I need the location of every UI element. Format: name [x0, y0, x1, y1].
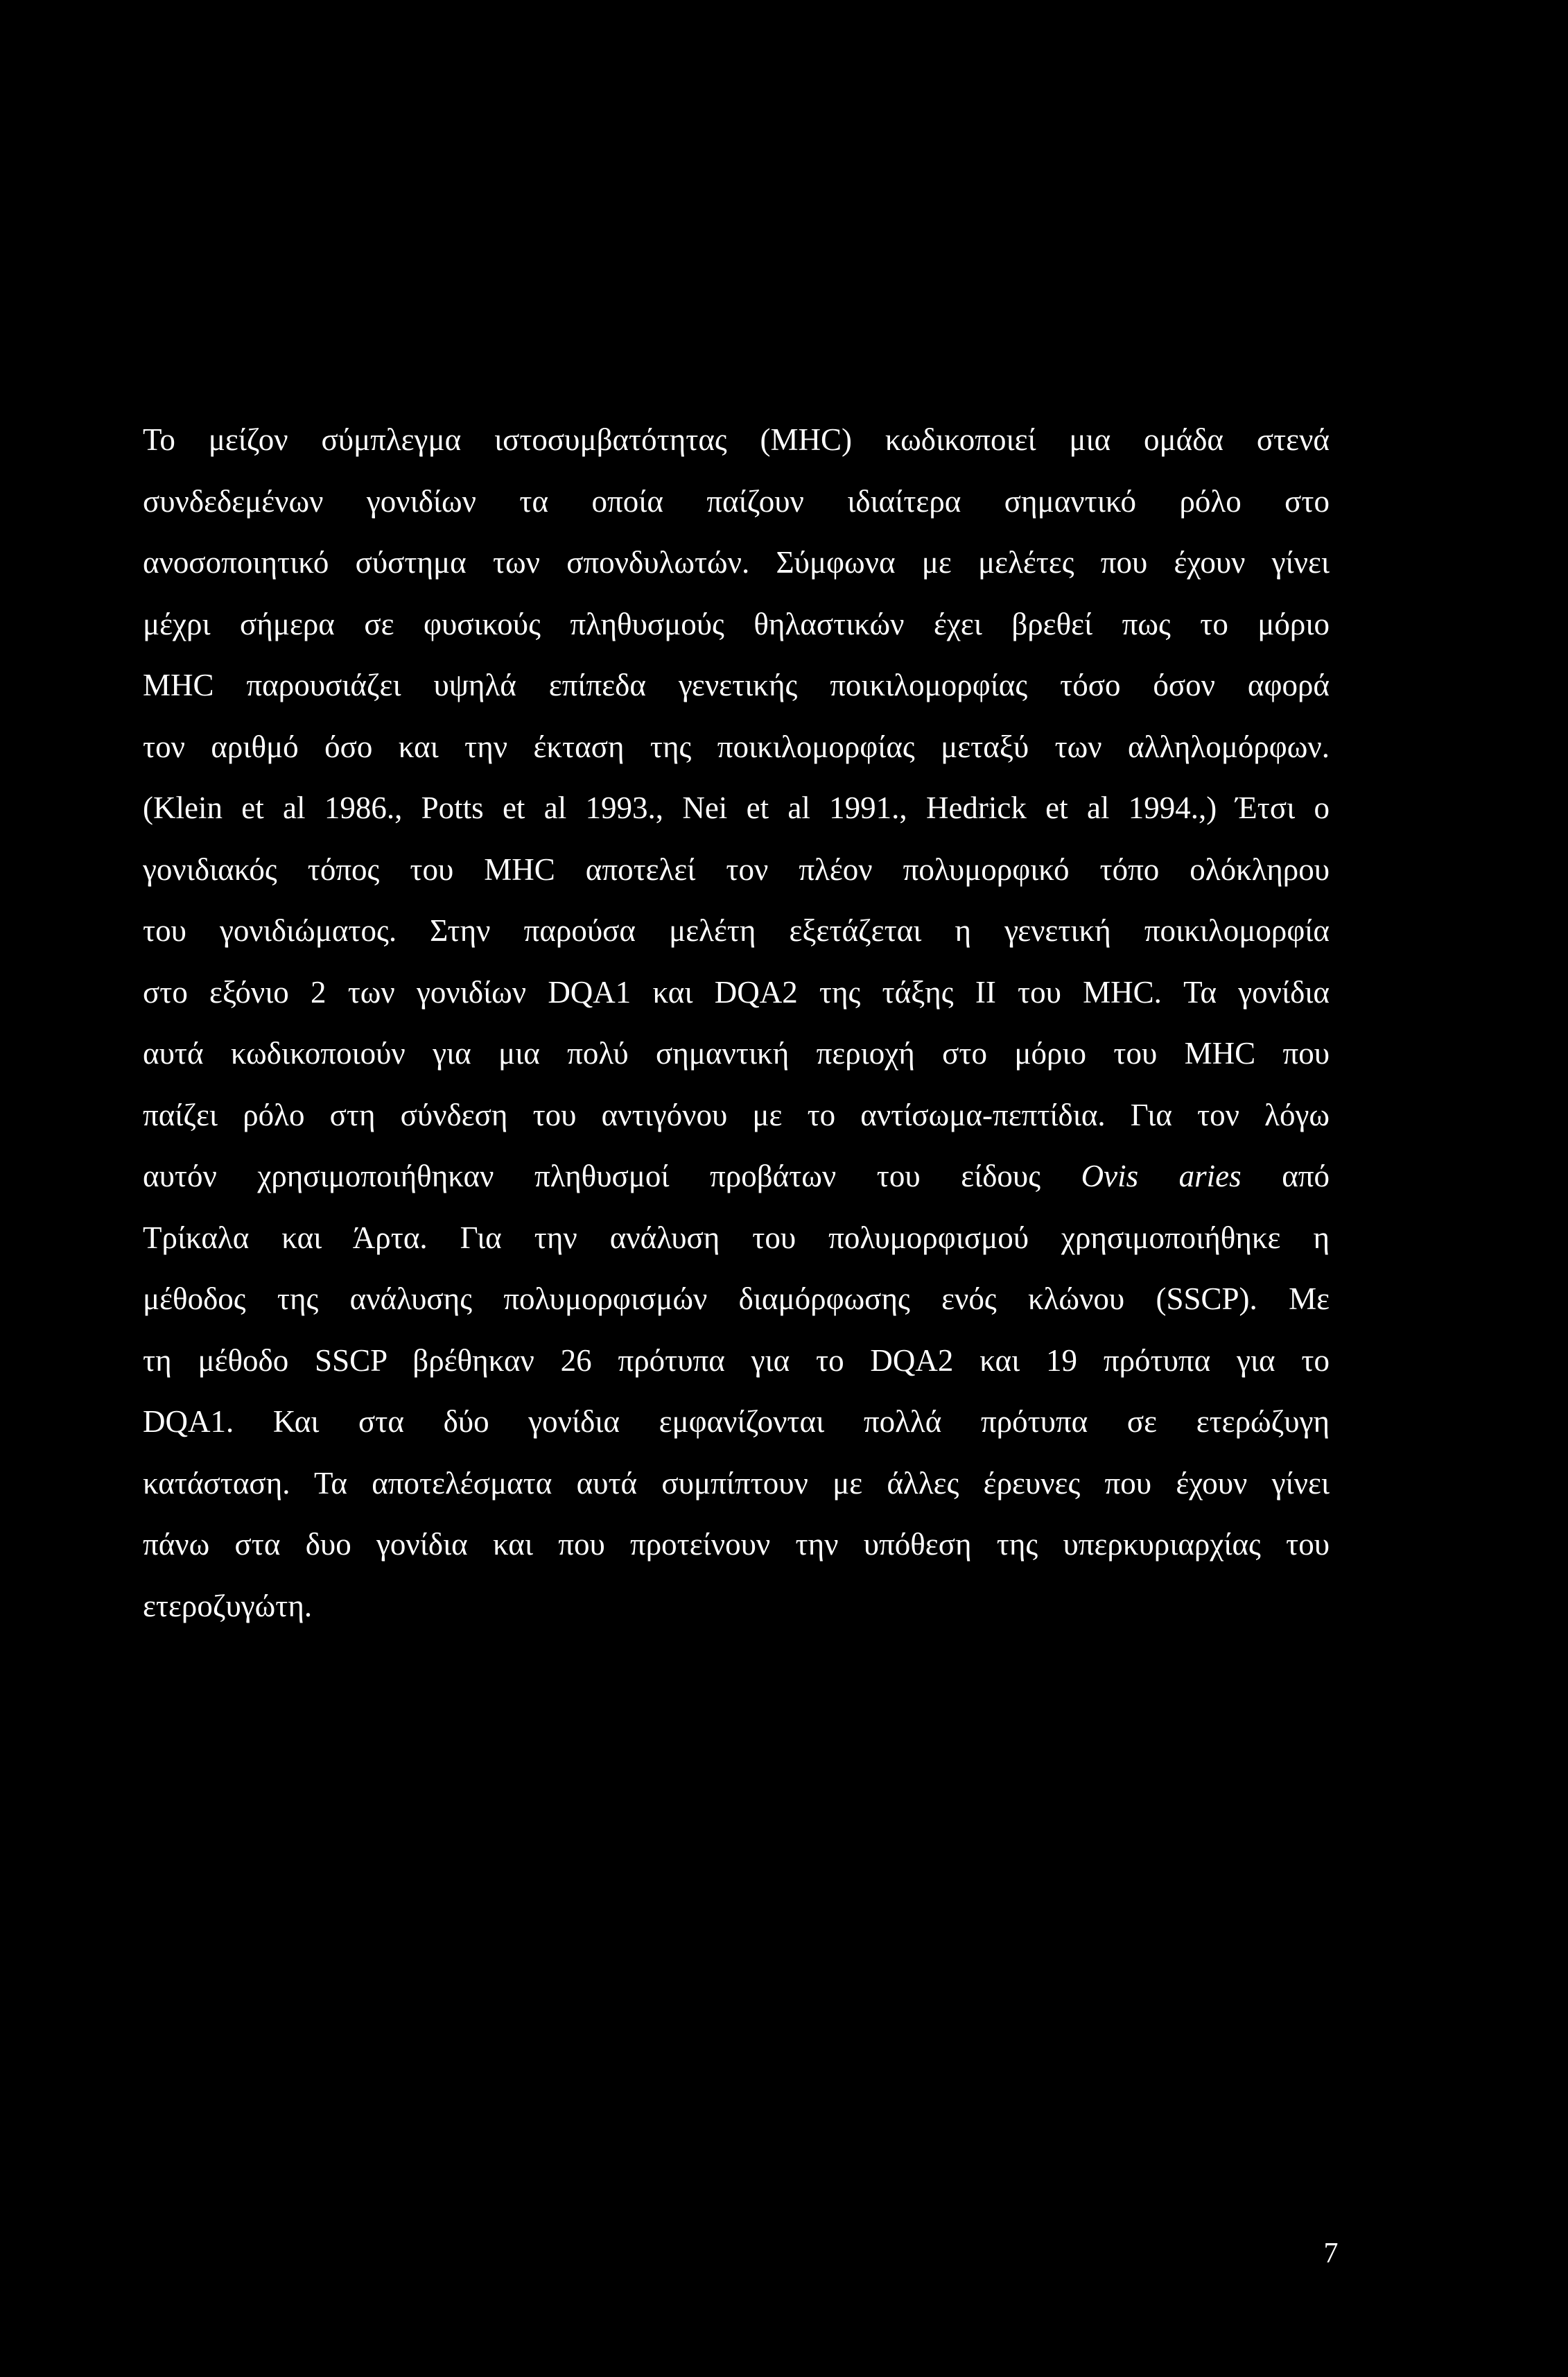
text-line: μέθοδος της ανάλυσης πολυμορφισμών διαμόρφωσης ενός κλώνου (SSCP). Με — [143, 1281, 1330, 1316]
text-line: παίζει ρόλο στη σύνδεση του αντιγόνου με το αντίσωμα-πεπτίδια. Για τον λόγω — [143, 1097, 1330, 1132]
text-line: τη μέθοδο SSCP βρέθηκαν 26 πρότυπα για το DQA2 και 19 πρότυπα για το — [143, 1342, 1330, 1378]
text-line: MHC παρουσιάζει υψηλά επίπεδα γενετικής ποικιλομορφίας τόσο όσον αφορά — [143, 668, 1330, 702]
text-line: αυτά κωδικοποιούν για μια πολύ σημαντική περιοχή στο μόριο του MHC που — [143, 1036, 1330, 1071]
text-line: γονιδιακός τόπος του MHC αποτελεί τον πλέον πολυμορφικό τόπο ολόκληρου — [143, 852, 1330, 887]
text-line: του γονιδιώματος. Στην παρούσα μελέτη εξετάζεται η γενετική ποικιλομορφία — [143, 913, 1330, 948]
text-line: τον αριθμό όσο και την έκταση της ποικιλομορφίας μεταξύ των αλληλομόρφων. — [143, 729, 1330, 764]
text-line: DQA1. Και στα δύο γονίδια εμφανίζονται πολλά πρότυπα σε ετερώζυγη — [143, 1404, 1330, 1439]
text-line: ετεροζυγώτη. — [143, 1588, 313, 1623]
text-line-citations: (Klein et al 1986., Potts et al 1993., Nei et al 1991., Hedrick et al 1994.,) Έτσι ο — [143, 790, 1330, 825]
text-line: πάνω στα δυο γονίδια και που προτείνουν την υπόθεση της υπερκυριαρχίας του — [143, 1527, 1330, 1562]
species-name: Ovis aries — [1081, 1159, 1242, 1193]
text-line: κατάσταση. Τα αποτελέσματα αυτά συμπίπτουν με άλλες έρευνες που έχουν γίνει — [143, 1465, 1330, 1501]
text-segment: από — [1282, 1159, 1330, 1193]
text-line: στο εξόνιο 2 των γονιδίων DQA1 και DQA2 της τάξης II του MHC. Τα γονίδια — [143, 974, 1330, 1010]
text-line: ανοσοποιητικό σύστημα των σπονδυλωτών. Σύμφωνα με μελέτες που έχουν γίνει — [143, 545, 1330, 580]
text-line: Το μείζον σύμπλεγμα ιστοσυμβατότητας (MHC) κωδικοποιεί μια ομάδα στενά — [143, 422, 1330, 457]
text-line-species — [143, 1146, 1330, 1207]
text-line: μέχρι σήμερα σε φυσικούς πληθυσμούς θηλαστικών έχει βρεθεί πως το μόριο — [143, 606, 1330, 641]
text-line: Τρίκαλα και Άρτα. Για την ανάλυση του πολυμορφισμού χρησιμοποιήθηκε η — [143, 1220, 1330, 1255]
text-segment: αυτόν χρησιμοποιήθηκαν πληθυσμοί προβάτων του είδους — [143, 1159, 1041, 1193]
page-number: 7 — [1323, 2238, 1339, 2270]
abstract-paragraph — [143, 409, 1330, 1636]
text-line: συνδεδεμένων γονιδίων τα οποία παίζουν ιδιαίτερα σημαντικό ρόλο στο — [143, 483, 1330, 519]
